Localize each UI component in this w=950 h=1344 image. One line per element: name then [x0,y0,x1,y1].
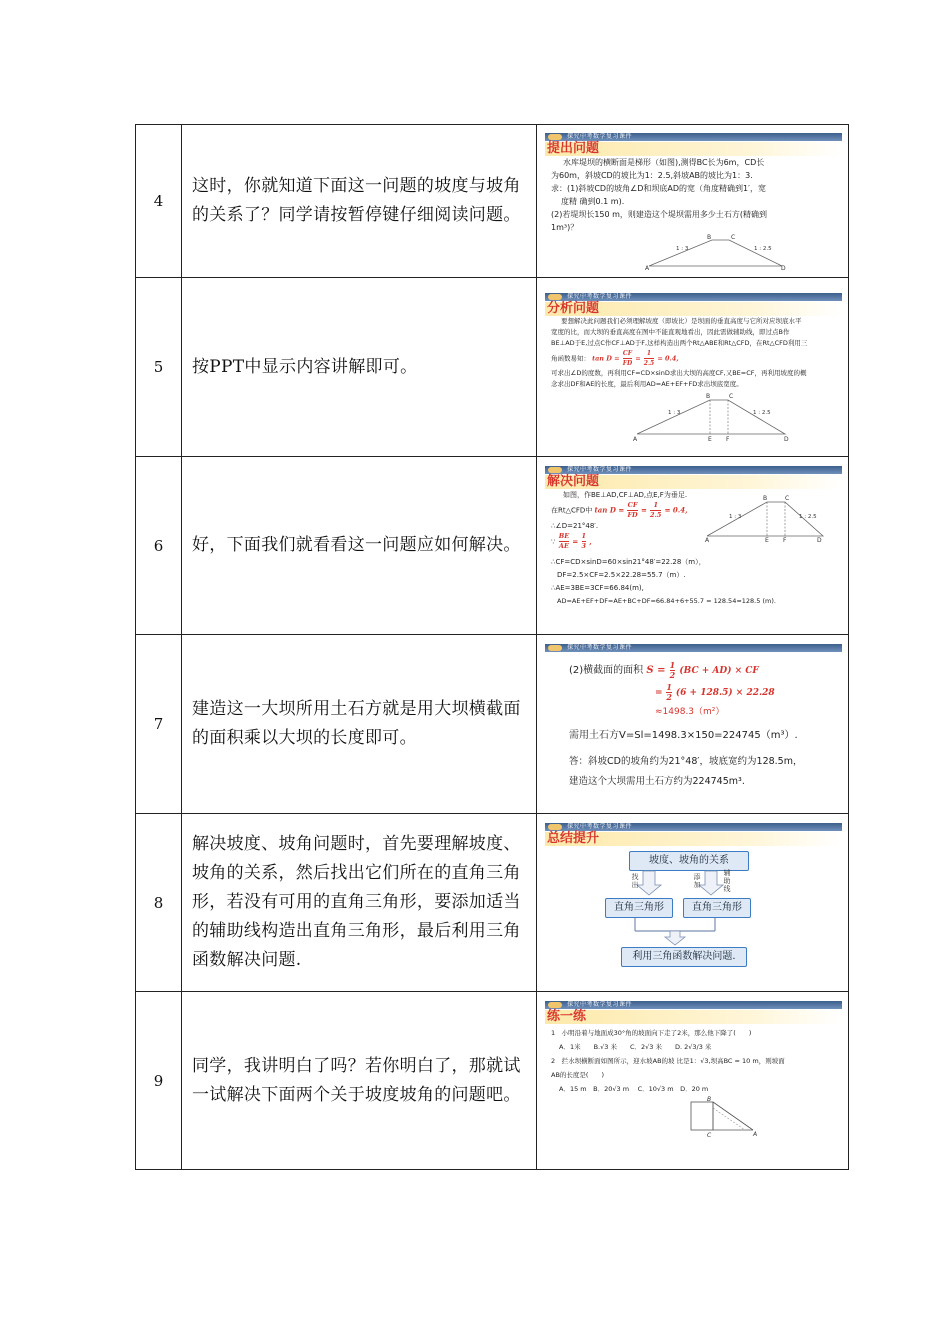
slide-practice [545,1001,842,1161]
slide-heading: 提出问题 [547,140,600,156]
label-find: 找出 [631,872,639,889]
table-row [136,457,849,635]
svg-text:F: F [783,536,787,542]
question-2-options: A．15 m B．20√3 m C．10√3 m D．20 m [559,1084,709,1093]
svg-text:D: D [781,264,786,270]
table-row [136,278,849,457]
row-number: 9 [136,992,182,1170]
concept-box-top: 坡度、坡角的关系 [629,851,749,871]
svg-text:1 : 3: 1 : 3 [676,245,689,252]
slide-propose-problem [545,133,842,270]
slide-line: 可求出∠D的度数，再利用CF=CD×sinD求出大坝的高度CF,又BE=CF，再利用坡度的概 [551,368,807,377]
volume-line: 需用土石方V=Sl=1498.3×150=224745（m³）. [569,730,798,741]
slide-line: AD=AE+EF+DF=AE+BC+DF=66.84+6+55.7 = 128.54≈128.5 (m). [557,596,776,605]
logo-icon [548,645,562,651]
svg-text:C: C [785,494,790,502]
row-number: 4 [136,125,182,278]
svg-text:A: A [705,536,710,542]
slide-line: 宽度的比，而大坝的垂直高度在图中不能直观地看出，因此需做辅助线，即过点B作 [551,327,790,336]
slide-thumbnail [537,635,849,814]
logo-icon [548,467,562,473]
teacher-script: 好，下面我们就看看这一问题应如何解决。 [182,457,537,635]
svg-text:C: C [729,392,734,400]
table-row [136,125,849,278]
slide-heading-band [545,475,842,489]
slide-heading: 解决问题 [547,473,600,489]
slide-area-solution [545,644,842,804]
svg-text:1 : 3: 1 : 3 [668,409,681,416]
svg-text:E: E [765,536,769,542]
slide-thumbnail [537,992,849,1170]
question-1-options: A．1米 B.√3 米 C．2√3 米 D. 2√3/3 米 [559,1042,712,1051]
slide-thumbnail [537,278,849,457]
slide-line: 水库堤坝的横断面是梯形（如图),测得BC长为6m，CD长 [563,157,765,167]
svg-text:B: B [706,392,711,400]
logo-icon [548,134,562,140]
table-row [136,814,849,992]
table-row [136,992,849,1170]
svg-text:F: F [726,435,730,442]
question-2: 2 拦水坝横断面如图所示，迎水坡AB的坡 比是1：√3,坝高BC = 10 m，则坡面 [551,1056,785,1065]
formula-line: ∵ $\frac{BE}{AE}$ = $\frac{1}{3}$ , [551,532,592,550]
area-result: ≈1498.3（m²） [655,707,725,717]
formula-line: 角函数易知： tan D = $\frac{CF}{FD}$ = $\frac{1}{2.5}$ = 0.4, [551,349,679,367]
teacher-script: 这时，你就知道下面这一问题的坡度与坡角的关系了？同学请按暂停键仔细阅读问题。 [182,125,537,278]
row-number: 7 [136,635,182,814]
slide-heading: 练一练 [547,1008,587,1024]
trapezoid-figure [545,234,828,270]
svg-text:1 : 2.5: 1 : 2.5 [799,513,817,520]
slide-header-bar: 探究中考数学复习课件 [545,1001,842,1009]
area-calculation-line: = $\frac{1}{2}$ (6 + 128.5) × 22.28 [655,682,775,702]
formula-line: 在Rt△CFD中 tan D = $\frac{CF}{FD}$ = $\frac{1}{2.5}$ = 0.4, [551,500,688,519]
slide-summary [545,823,842,983]
slide-heading: 总结提升 [547,830,600,846]
row-number: 6 [136,457,182,635]
svg-text:A: A [633,435,638,442]
slide-line: (2)若堤坝长150 m，则建造这个堤坝需用多少土石方(精确到 [551,209,768,219]
row-number: 8 [136,814,182,992]
slide-solve-problem [545,466,842,626]
label-auxiliary-line: 辅助线 [723,868,731,893]
svg-text:D: D [784,435,789,442]
slide-line: 1m³)？ [551,222,579,232]
slide-analyze-problem [545,293,842,442]
svg-text:C: C [707,1131,712,1139]
slide-header-bar: 探究中考数学复习课件 [545,293,842,301]
svg-text:A: A [645,264,650,270]
dam-cross-section-figure [545,1096,828,1140]
svg-text:E: E [708,435,712,442]
svg-text:B: B [707,1095,712,1103]
svg-text:D: D [817,536,822,542]
slide-thumbnail [537,457,849,635]
row-number: 5 [136,278,182,457]
table-row [136,635,849,814]
slide-line: ∴CF=CD×sinD=60×sin21°48′=22.28（m）， [551,557,706,566]
area-formula-line: (2)横截面的面积 S = $\frac{1}{2}$ (BC + AD) × CF [569,659,759,680]
slide-line: 如图，作BE⊥AD,CF⊥AD,点E,F为垂足. [563,490,688,499]
slide-line: 要想解决此问题我们必须理解坡度（即坡比）是坝面的垂直高度与它所对应坝底水平 [561,316,802,325]
slide-heading-band [545,142,842,156]
question-2-cont: AB的长度是( ) [551,1070,604,1079]
trapezoid-figure-with-heights [545,390,828,442]
slide-line: DF=2.5×CF=2.5×22.28=55.7（m）. [557,570,686,579]
slide-line: 求：(1)斜坡CD的坡角∠D和坝底AD的宽（角度精确到1′，宽 [551,183,766,193]
slide-heading-band [545,302,842,316]
slide-heading-band [545,1010,842,1024]
slide-header-bar: 探究中考数学复习课件 [545,466,842,474]
slide-header-bar: 探究中考数学复习课件 [545,644,842,652]
concept-box-left: 直角三角形 [605,898,673,918]
answer-line: 答：斜坡CD的坡角约为21°48′，坡底宽约为128.5m， [569,756,803,767]
slide-thumbnail [537,125,849,278]
svg-text:B: B [707,233,712,241]
slide-line: 念求出DF和AE的长度，最后利用AD=AE+EF+FD求出坝底宽度。 [551,379,743,388]
label-add: 添加 [693,872,701,889]
answer-line: 建造这个大坝需用土石方约为224745m³. [569,776,745,787]
slide-line: ∴AE=3BE=3CF=66.84(m), [551,583,644,592]
svg-text:B: B [763,494,768,502]
lesson-plan-table [135,124,849,1170]
logo-icon [548,1002,562,1008]
svg-text:1 : 2.5: 1 : 2.5 [753,409,771,416]
slide-heading: 分析问题 [547,300,600,316]
question-1: 1 小明沿着与地面成30°角的坡面向下走了2米，那么他下降了( ) [551,1028,752,1037]
teacher-script: 同学，我讲明白了吗？若你明白了，那就试一试解决下面两个关于坡度坡角的问题吧。 [182,992,537,1170]
logo-icon [548,294,562,300]
concept-box-right: 直角三角形 [683,898,751,918]
concept-box-bottom: 利用三角函数解决问题. [621,947,747,967]
slide-header-bar: 探究中考数学复习课件 [545,823,842,831]
slide-line: ∴∠D=21°48′. [551,521,599,530]
svg-text:A: A [753,1130,758,1138]
slide-line: 度精 确到0.1 m). [561,196,625,206]
svg-text:1 : 2.5: 1 : 2.5 [754,245,772,252]
slide-line: 为60m，斜坡CD的坡比为1：2.5,斜坡AB的坡比为1：3. [551,170,753,180]
svg-text:C: C [731,233,736,241]
teacher-script: 建造这一大坝所用土石方就是用大坝横截面的面积乘以大坝的长度即可。 [182,635,537,814]
slide-thumbnail [537,814,849,992]
slide-line: BE⊥AD于E,过点C作CF⊥AD于F,这样构造出两个Rt△ABE和Rt△CFD，在Rt△CFD利用三 [551,338,808,347]
teacher-script: 按PPT中显示内容讲解即可。 [182,278,537,457]
svg-text:1 : 3: 1 : 3 [729,513,742,520]
teacher-script: 解决坡度、坡角问题时，首先要理解坡度、坡角的关系，然后找出它们所在的直角三角形，若没有可用的直角三角形，要添加适当的辅助线构造出直角三角形，最后利用三角函数解决问题. [182,814,537,992]
slide-header-bar: 探究中考数学复习课件 [545,133,842,141]
trapezoid-figure-with-heights [705,492,825,542]
